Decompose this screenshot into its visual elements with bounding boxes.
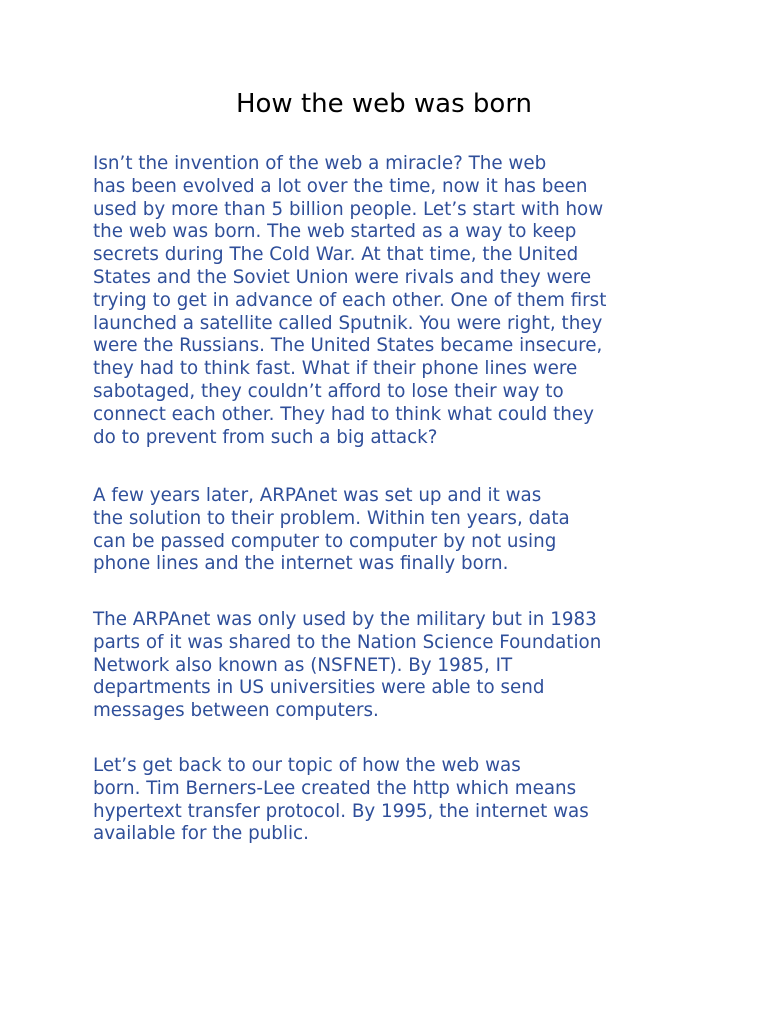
paragraph-2: A few years later, ARPAnet was set up and it was the solution to their problem. Within ten years, data can be passed computer to computer by not using phone lines and the internet was finally born. xyxy=(93,485,570,575)
paragraph-1: Isn’t the invention of the web a miracle? The web has been evolved a lot over the time, now it has been used by more than 5 billion people. Let’s start with how the web was born. The web started as a way to keep secrets during The Cold War. At that time, the United States and the Soviet Union were rivals and they were trying to get in advance of each other. One of them first launched a satellite called Sputnik. You were right, they were the Russians. The United States became insecure, they had to think fast. What if their phone lines were sabotaged, they couldn’t afford to lose their way to connect each other. They had to think what could they do to prevent from such a big attack? xyxy=(93,153,607,448)
paragraph-3: The ARPAnet was only used by the military but in 1983 parts of it was shared to the Nation Science Foundation Network also known as (NSFNET). By 1985, IT departments in US universities were able to send messages between computers. xyxy=(93,609,602,722)
page-title: How the web was born xyxy=(235,89,533,119)
paragraph-4: Let’s get back to our topic of how the web was born. Tim Berners-Lee created the http which means hypertext transfer protocol. By 1995, the internet was available for the public. xyxy=(93,755,589,845)
